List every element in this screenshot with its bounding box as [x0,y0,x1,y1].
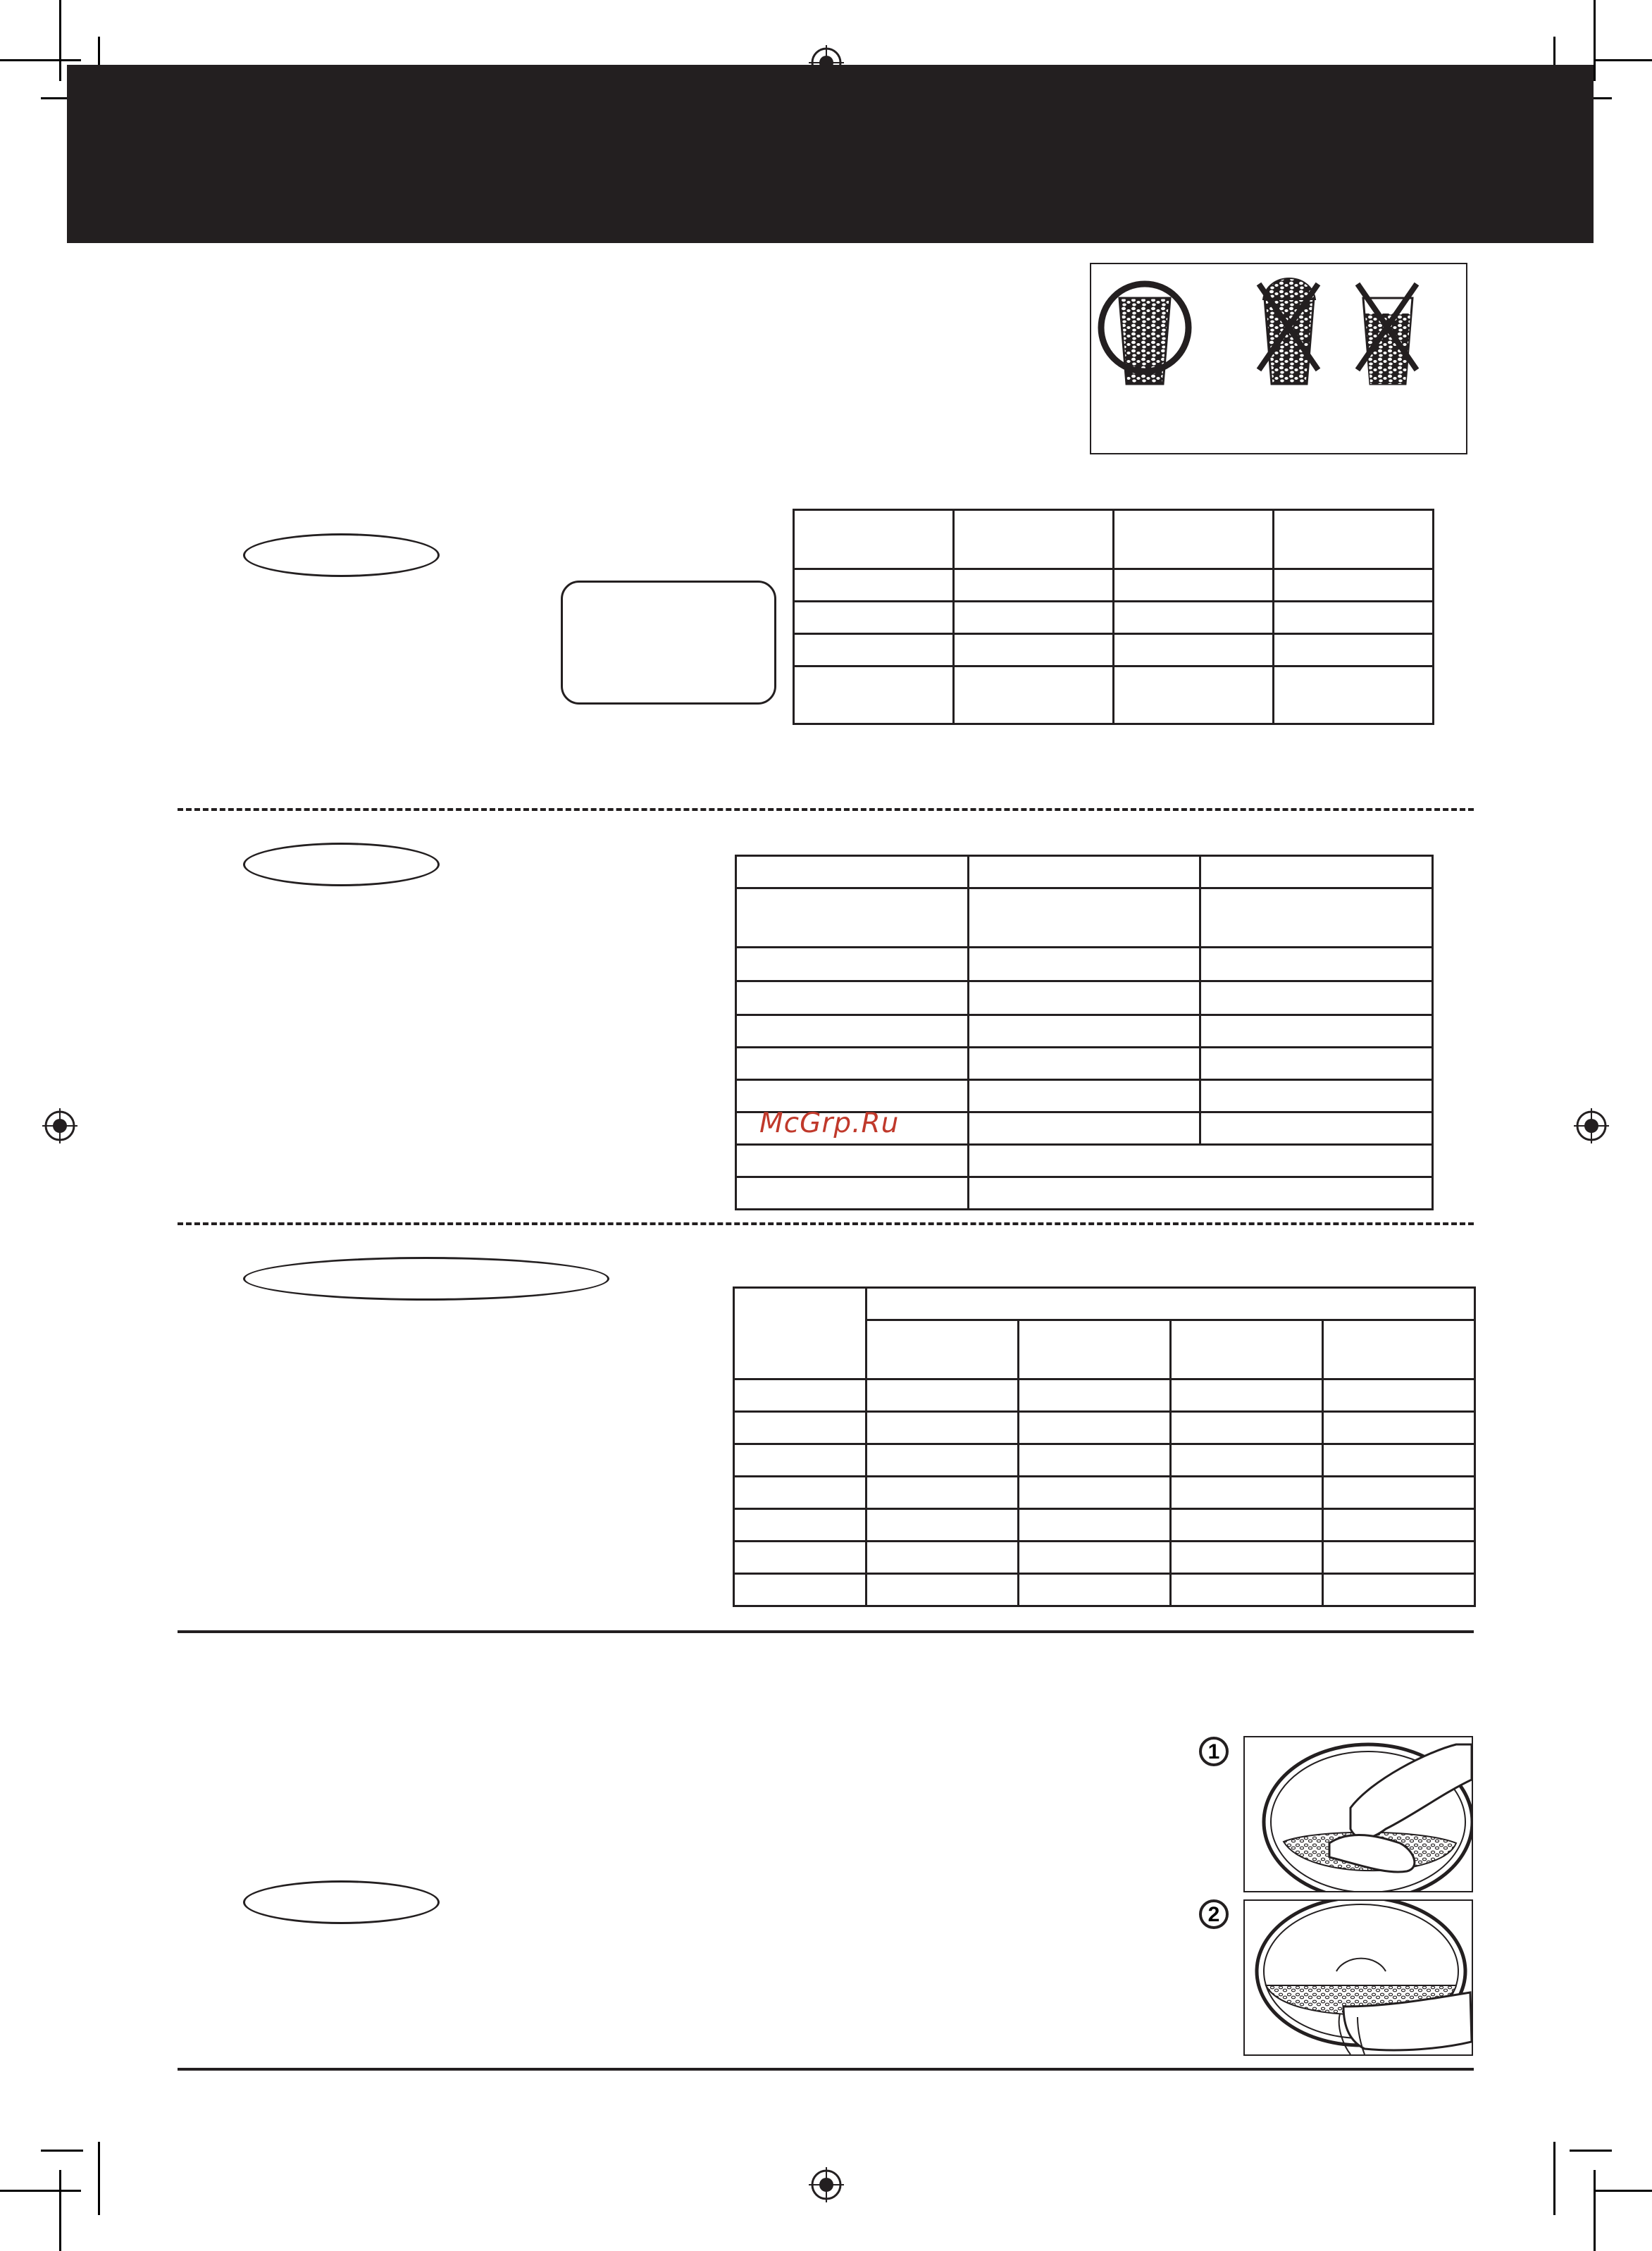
crop-mark [41,2150,83,2152]
table-3 [733,1286,1476,1607]
table-row [734,1412,1475,1444]
table-row [734,1379,1475,1412]
note-callout-box [561,581,776,705]
crop-mark [1570,2150,1612,2152]
step-number-2: 2 [1199,1899,1229,1929]
table-row [736,948,1433,981]
crop-mark [1594,59,1652,61]
table-row [736,1015,1433,1048]
table-row [736,1177,1433,1210]
step-number-1: 1 [1199,1737,1229,1766]
table-row [794,602,1434,634]
table-row [794,666,1434,724]
section-divider [178,1222,1474,1225]
table-row [794,569,1434,602]
rice-washing-illustration [1243,1736,1473,1892]
cup-overfilled-icon [1259,278,1318,384]
section-label-oval [243,533,440,577]
section-rule [178,2068,1474,2071]
crop-mark [1594,2170,1596,2251]
section-divider [178,808,1474,811]
crop-mark [59,0,61,81]
table-row [736,1048,1433,1080]
crop-mark [1553,2142,1555,2215]
registration-mark-icon [1574,1108,1609,1143]
table-row [794,634,1434,666]
table-row [734,1477,1475,1509]
table-row [734,1444,1475,1477]
table-2 [735,855,1434,1210]
table-row [736,1145,1433,1177]
crop-mark [1594,0,1596,81]
table-row [734,1574,1475,1606]
crop-mark [1594,2190,1652,2192]
header-bar [67,65,1594,243]
table-row [734,1288,1475,1320]
cup-underfilled-icon [1358,284,1417,384]
section-label-oval [243,1257,609,1301]
section-rule [178,1630,1474,1633]
section-label-oval [243,1880,440,1924]
table-row [734,1542,1475,1574]
registration-mark-icon [809,2167,844,2202]
cup-ok-icon [1101,284,1188,384]
table-row [736,888,1433,948]
water-draining-illustration [1243,1899,1473,2056]
crop-mark [59,2170,61,2251]
table-row [736,856,1433,888]
section-label-oval [243,843,440,886]
table-row [736,981,1433,1015]
cup-fill-illustration [1090,263,1467,454]
crop-mark [0,2190,81,2192]
table-row [734,1509,1475,1542]
table-1 [793,509,1434,725]
registration-mark-icon [42,1108,77,1143]
crop-mark [0,59,81,61]
watermark: McGrp.Ru [759,1108,900,1139]
table-row [794,510,1434,569]
crop-mark [98,2142,100,2215]
